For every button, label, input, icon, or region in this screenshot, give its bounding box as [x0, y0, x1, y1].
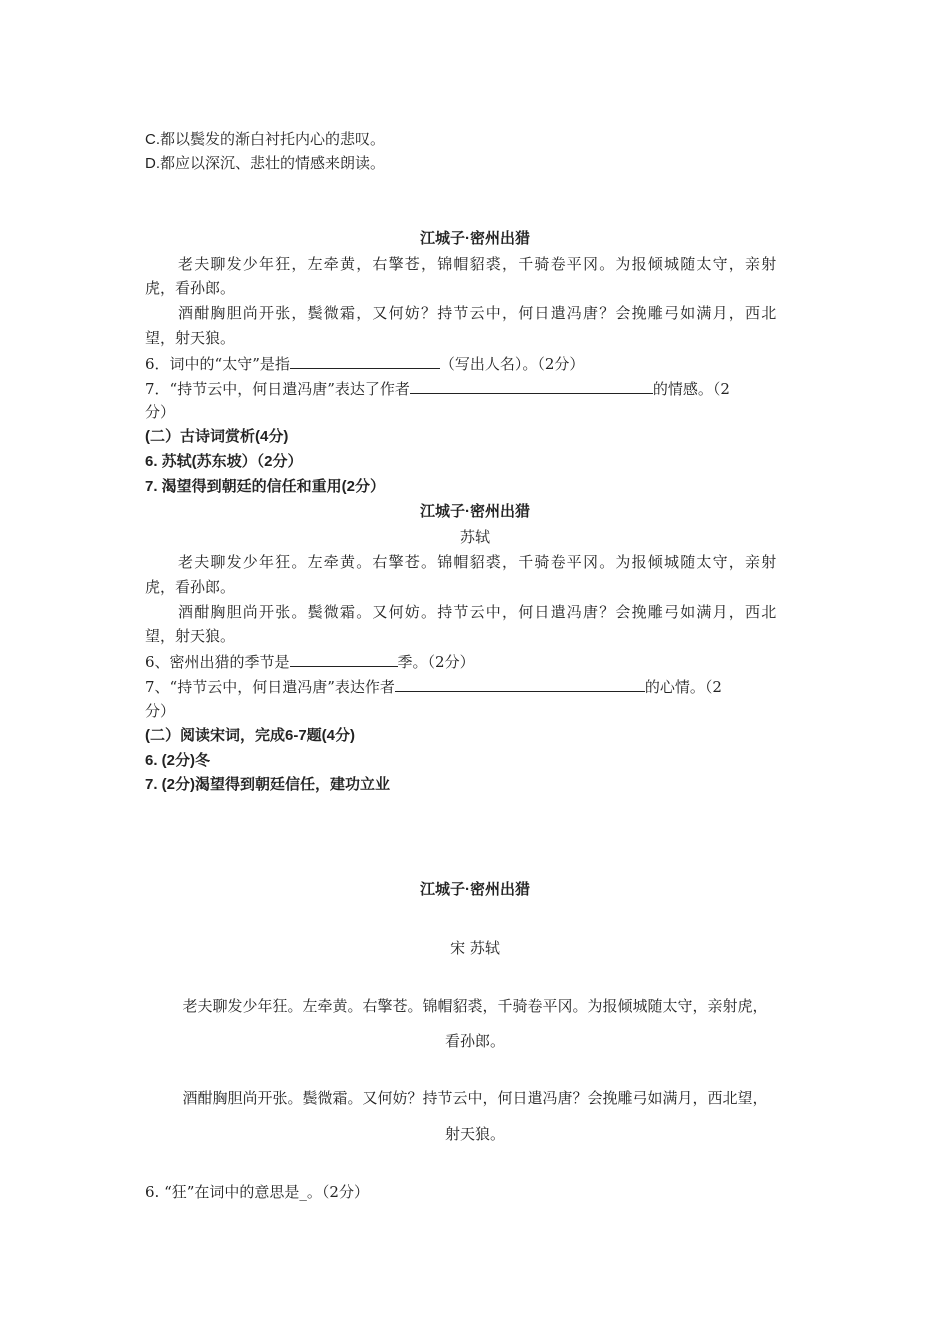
poem3-line-3: 酒酣胸胆尚开张。鬓微霜。又何妨？持节云中，何日遣冯唐？会挽雕弓如满月，西北望， — [182, 1089, 768, 1107]
poem-title-3: 江城子·密州出猎 — [420, 881, 530, 898]
question-7-a-prefix: 7．“持节云中，何日遣冯唐”表达了作者 — [145, 380, 410, 398]
option-c: C.都以鬓发的渐白衬托内心的悲叹。 — [145, 131, 386, 148]
question-7-a — [145, 376, 805, 401]
question-7-b — [145, 674, 805, 699]
answer-heading-1: (二）古诗词赏析(4分) — [145, 428, 289, 445]
question-6-b-suffix: 季。（2分） — [397, 653, 475, 671]
question-6-b-prefix: 6、密州出猎的季节是 — [145, 653, 290, 671]
answer-7-b: 7. (2分)渴望得到朝廷信任，建功立业 — [145, 776, 391, 793]
answer-6-a: 6. 苏轼(苏东坡）（2分） — [145, 453, 303, 470]
answer-blank[interactable] — [290, 649, 398, 667]
poem-author-2: 苏轼 — [459, 528, 490, 546]
poem-title-2: 江城子·密州出猎 — [420, 503, 530, 520]
question-6-a-prefix: 6．词中的“太守”是指 — [145, 355, 290, 373]
poem1-line-3: 酒酣胸胆尚开张，鬓微霜，又何妨？持节云中，何日遣冯唐？会挽雕弓如满月，西北 — [178, 304, 778, 322]
answer-7-a: 7. 渴望得到朝廷的信任和重用(2分） — [145, 478, 386, 495]
poem2-line-1: 老夫聊发少年狂。左牵黄。右擎苍。锦帽貂裘，千骑卷平冈。为报倾城随太守，亲射 — [178, 553, 778, 571]
question-7-a-suffix: 的情感。（2 — [652, 380, 730, 398]
option-d: D.都应以深沉、悲壮的情感来朗读。 — [145, 155, 386, 172]
poem1-line-2: 虎，看孙郎。 — [145, 279, 236, 297]
poem2-line-4: 望，射天狼。 — [145, 627, 236, 645]
answer-6-b: 6. (2分)冬 — [145, 752, 211, 769]
poem3-line-1: 老夫聊发少年狂。左牵黄。右擎苍。锦帽貂裘，千骑卷平冈。为报倾城随太守，亲射虎， — [182, 997, 768, 1015]
question-6-a-suffix: （写出人名）。（2分） — [439, 355, 585, 373]
question-6-a — [145, 351, 805, 376]
poem-title-1: 江城子·密州出猎 — [420, 230, 530, 247]
poem3-line-2: 看孙郎。 — [444, 1032, 505, 1050]
poem1-line-1: 老夫聊发少年狂，左牵黄，右擎苍，锦帽貂裘，千骑卷平冈。为报倾城随太守，亲射 — [178, 255, 778, 273]
answer-blank[interactable] — [395, 674, 645, 692]
question-7-a-cont: 分） — [145, 403, 176, 421]
poem2-line-2: 虎，看孙郎。 — [145, 578, 236, 596]
question-7-b-suffix: 的心情。（2 — [644, 678, 722, 696]
question-7-b-prefix: 7、“持节云中，何日遣冯唐”表达作者 — [145, 678, 395, 696]
answer-heading-2: (二）阅读宋词，完成6-7题(4分) — [145, 727, 356, 744]
poem1-line-4: 望，射天狼。 — [145, 329, 236, 347]
poem-author-3: 宋 苏轼 — [450, 939, 500, 957]
answer-blank[interactable] — [290, 351, 440, 369]
question-7-b-cont: 分） — [145, 702, 176, 720]
poem3-line-4: 射天狼。 — [444, 1125, 505, 1143]
question-6-b — [145, 649, 805, 674]
poem2-line-3: 酒酣胸胆尚开张。鬓微霜。又何妨。持节云中，何日遣冯唐？会挽雕弓如满月，西北 — [178, 603, 778, 621]
answer-blank[interactable] — [410, 376, 653, 394]
question-6-c: 6. “狂”在词中的意思是_。（2分） — [145, 1183, 369, 1201]
